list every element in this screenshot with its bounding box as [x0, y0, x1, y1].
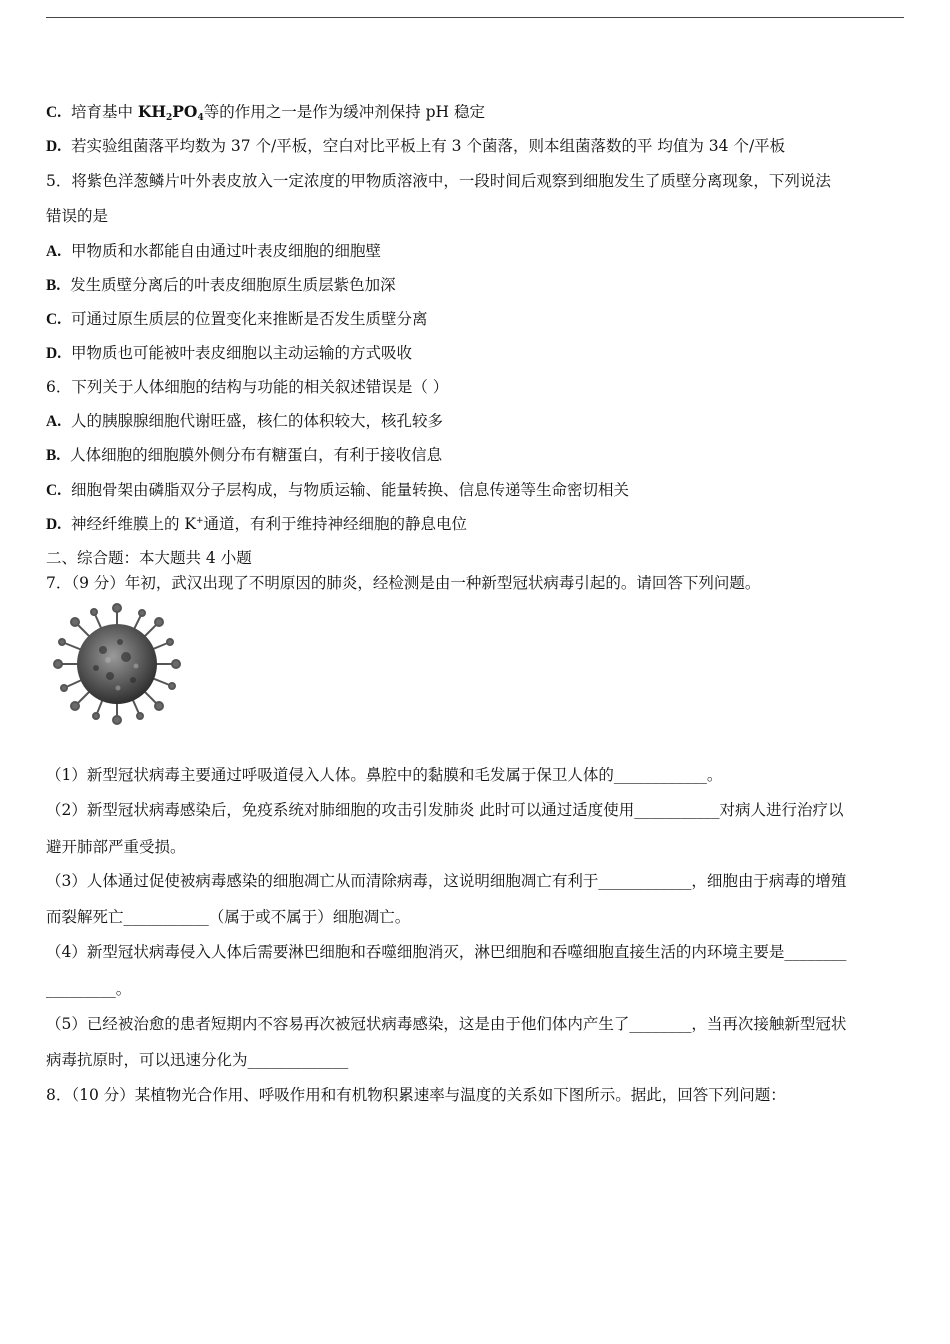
question-7-part-5: （5）已经被治愈的患者短期内不容易再次被冠状病毒感染，这是由于他们体内产生了________，当再次接触新型冠状	[46, 1015, 847, 1033]
option-b-q6: B. 人体细胞的细胞膜外侧分布有糖蛋白，有利于接收信息	[46, 446, 443, 464]
coronavirus-image	[48, 602, 186, 726]
question-5-stem-cont: 错误的是	[46, 207, 109, 225]
question-7-part-1: （1）新型冠状病毒主要通过呼吸道侵入人体。鼻腔中的黏膜和毛发属于保卫人体的____________。	[46, 766, 723, 784]
option-c-q5: C. 可通过原生质层的位置变化来推断是否发生质壁分离	[46, 310, 428, 328]
question-8-stem: 8．（10 分）某植物光合作用、呼吸作用和有机物积累速率与温度的关系如下图所示。据此，回答下列问题：	[46, 1086, 786, 1104]
question-7-stem: 7．（9 分）年初，武汉出现了不明原因的肺炎，经检测是由一种新型冠状病毒引起的。请回答下列问题。	[46, 574, 761, 592]
option-a-q5: A. 甲物质和水都能自由通过叶表皮细胞的细胞壁	[46, 242, 381, 260]
header-rule	[46, 17, 904, 18]
option-c-q4: C. 培育基中 KH2PO4等的作用之一是作为缓冲剂保持 pH 稳定	[46, 102, 485, 123]
question-7-part-4-cont: _________。	[46, 980, 132, 998]
question-6-stem: 6．下列关于人体细胞的结构与功能的相关叙述错误是（ ）	[46, 378, 449, 396]
question-7-part-3-cont: 而裂解死亡___________（属于或不属于）细胞凋亡。	[46, 908, 411, 926]
question-5-stem: 5．将紫色洋葱鳞片叶外表皮放入一定浓度的甲物质溶液中，一段时间后观察到细胞发生了质壁分离现象，下列说法	[46, 172, 831, 190]
option-d-q5: D. 甲物质也可能被叶表皮细胞以主动运输的方式吸收	[46, 344, 412, 362]
option-d-q6: D. 神经纤维膜上的 K+通道，有利于维持神经细胞的静息电位	[46, 515, 468, 533]
question-7-part-4: （4）新型冠状病毒侵入人体后需要淋巴细胞和吞噬细胞消灭，淋巴细胞和吞噬细胞直接生活的内环境主要是________	[46, 943, 847, 961]
section-2-heading: 二、综合题：本大题共 4 小题	[46, 549, 252, 567]
option-a-q6: A. 人的胰腺腺细胞代谢旺盛，核仁的体积较大，核孔较多	[46, 412, 443, 430]
option-c-q6: C. 细胞骨架由磷脂双分子层构成，与物质运输、能量转换、信息传递等生命密切相关	[46, 481, 629, 499]
question-7-part-3: （3）人体通过促使被病毒感染的细胞凋亡从而清除病毒，这说明细胞凋亡有利于____________，细胞由于病毒的增殖	[46, 872, 847, 890]
option-d-q4: D. 若实验组菌落平均数为 37 个/平板，空白对比平板上有 3 个菌落，则本组菌落数的平 均值为 34 个/平板	[46, 137, 786, 155]
question-7-part-2: （2）新型冠状病毒感染后，免疫系统对肺细胞的攻击引发肺炎 此时可以通过适度使用___________对病人进行治疗以	[46, 801, 844, 819]
question-7-part-2-cont: 避开肺部严重受损。	[46, 838, 186, 856]
option-b-q5: B. 发生质壁分离后的叶表皮细胞原生质层紫色加深	[46, 276, 396, 294]
question-7-part-5-cont: 病毒抗原时，可以迅速分化为_____________	[46, 1051, 349, 1069]
